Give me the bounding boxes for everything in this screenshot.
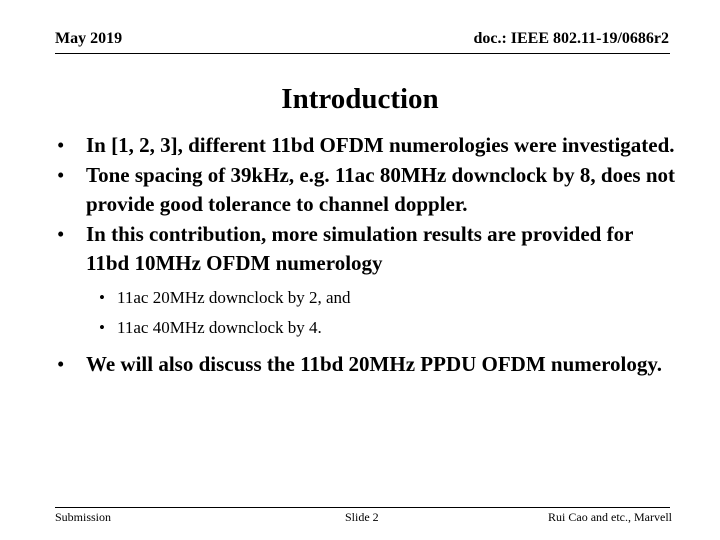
bullet-text: We will also discuss the 11bd 20MHz PPDU OFDM numerology. [86,351,662,376]
bullet-marker: • [57,221,65,246]
sub-bullet-item [57,283,677,313]
header-divider [55,53,670,54]
footer-submission: Submission [55,510,112,524]
bullet-item [57,161,677,220]
bullet-text: Tone spacing of 39kHz, e.g. 11ac 80MHz downclock by 8, does not provide good tolerance to channel doppler. [86,162,676,216]
footer-divider [55,507,670,508]
sub-bullet-text: 11ac 20MHz downclock by 2, and [117,287,351,307]
bullet-item [57,131,677,161]
footer-slide-number: Slide 2 [345,510,379,524]
bullet-text: In [1, 2, 3], different 11bd OFDM numerologies were investigated. [86,133,675,157]
bullet-marker: • [57,133,65,157]
sub-bullet-marker: • [99,317,105,337]
bullet-marker: • [57,351,65,376]
bullet-list [57,131,677,379]
bullet-text: In this contribution, more simulation results are provided for 11bd 10MHz OFDM numerology [86,221,634,275]
slide-title: Introduction [281,83,439,115]
sub-bullet-marker: • [99,287,105,307]
sub-bullet-item [57,313,677,343]
sub-bullet-text: 11ac 40MHz downclock by 4. [117,317,322,337]
bullet-marker: • [57,162,65,187]
header-date: May 2019 [55,30,123,47]
footer-author: Rui Cao and etc., Marvell [548,510,672,524]
header-doc-id: doc.: IEEE 802.11-19/0686r2 [473,30,669,47]
bullet-item [57,350,677,380]
bullet-item [57,220,677,279]
